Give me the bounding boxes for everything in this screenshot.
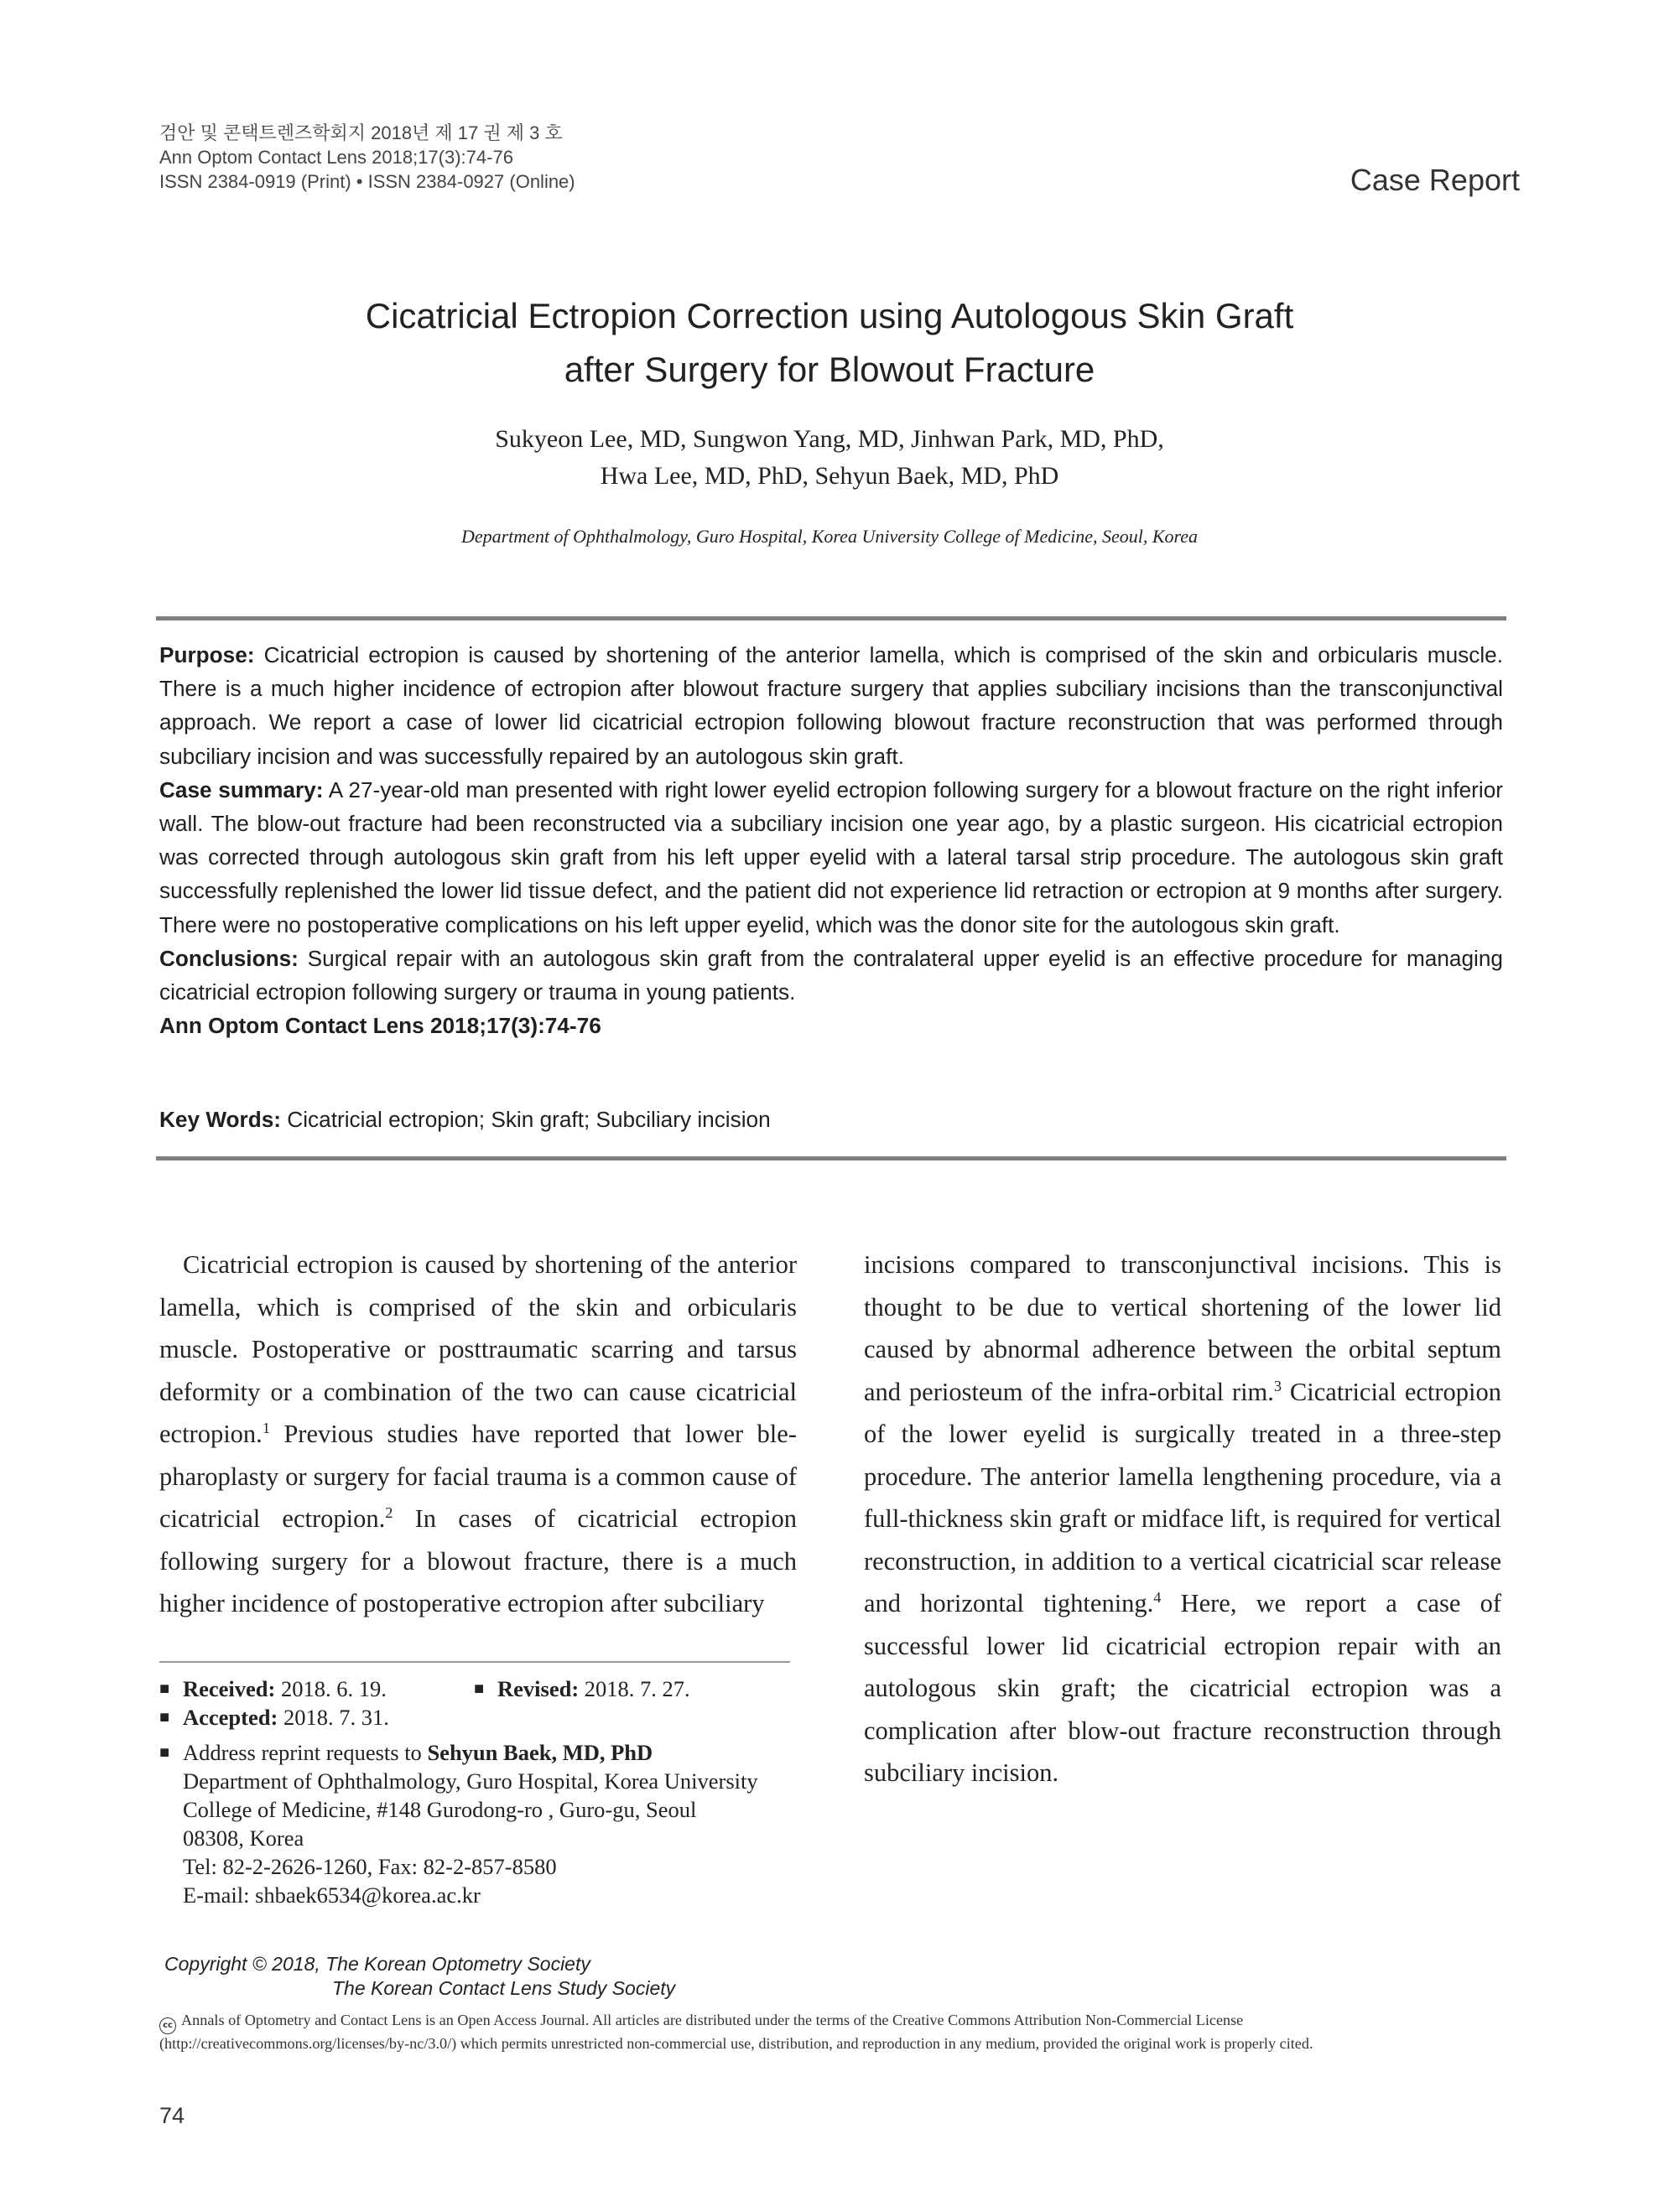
abstract-top-rule — [156, 616, 1506, 621]
license-line-2: (http://creativecommons.org/licenses/by-nc/3.0/) which permits unrestricted non-commercial use, distribution, and reproduction in any medium, provided the original work is properly cited. — [159, 2035, 1313, 2052]
copyright-line-2: The Korean Contact Lens Study Society — [332, 1977, 676, 1999]
body-text: In cases of cicatricial ectropion following surgery for a blowout fracture, there is a much higher incidence of postoperative ectropion after subciliary — [159, 1504, 797, 1617]
correspondence-address — [159, 1738, 797, 1909]
journal-korean-name: 검안 및 콘택트렌즈학회지 2018년 제 17 권 제 3 호 — [159, 122, 563, 143]
title-line-1: Cicatricial Ectropion Correction using Autologous Skin Graft — [365, 296, 1294, 335]
received-value: 2018. 6. 19. — [275, 1676, 387, 1701]
article-type-label: Case Report — [1350, 163, 1520, 197]
reference-marker: 2 — [385, 1503, 393, 1521]
bullet-icon: ■ — [159, 1743, 170, 1762]
bullet-icon: ■ — [159, 1708, 170, 1727]
journal-citation: Ann Optom Contact Lens 2018;17(3):74-76 — [159, 147, 513, 168]
authors-line-2: Hwa Lee, MD, PhD, Sehyun Baek, MD, PhD — [600, 462, 1059, 490]
received-date — [159, 1675, 387, 1703]
keywords — [159, 1107, 771, 1133]
body-paragraph — [864, 1244, 1501, 1794]
authors-line-1: Sukyeon Lee, MD, Sungwon Yang, MD, Jinhwan Park, MD, PhD, — [495, 425, 1164, 453]
address-prefix: Address reprint requests to — [183, 1740, 428, 1765]
reference-marker: 3 — [1273, 1377, 1282, 1394]
license-notice — [159, 2011, 1503, 2053]
body-text: Here, we report a case of successful lower lid cicatricial ectropion repair with an autologous skin graft; the cicatricial ectropion was a complication after blow-out fracture reconstruction through subciliary incision. — [864, 1589, 1502, 1787]
page-number: 74 — [159, 2103, 185, 2128]
case-summary-text: A 27-year-old man presented with right lower eyelid ectropion following surgery for a blowout fracture on the right inferior wall. The blow-out fracture had been reconstructed via a subciliary incision one year ago, by a plastic surgeon. His cicatricial ectropion was corrected through autologous skin graft from his left upper eyelid with a lateral tarsal strip procedure. The autologous skin graft successfully replenished the lower lid tissue defect, and the patient did not experience lid retraction or ectropion at 9 months after surgery. There were no postoperative complications on his left upper eyelid, which was the donor site for the autologous skin graft. — [159, 776, 1504, 937]
accepted-label: Accepted: — [183, 1705, 278, 1730]
purpose-text: Cicatricial ectropion is caused by shortening of the anterior lamella, which is comprised of the skin and orbicularis muscle. There is a much higher incidence of ectropion after blowout fracture surgery that applies subciliary incisions than the transconjunctival approach. We report a case of lower lid cicatricial ectropion following blowout fracture reconstruction that was performed through subciliary incision and was successfully repaired by an autologous skin graft. — [159, 642, 1503, 769]
abstract-case-summary — [159, 773, 1503, 942]
corresponding-author: Sehyun Baek, MD, PhD — [427, 1740, 653, 1765]
revised-label: Revised: — [497, 1676, 580, 1701]
accepted-value: 2018. 7. 31. — [278, 1705, 389, 1730]
footnote-rule — [159, 1661, 790, 1663]
abstract — [159, 638, 1503, 1042]
article-dates — [159, 1675, 797, 1732]
title-line-2: after Surgery for Blowout Fracture — [564, 350, 1095, 389]
copyright-line-1: Copyright © 2018, The Korean Optometry Society — [164, 1953, 590, 1975]
body-text: Cicatricial ectropion is caused by shortening of the anterior lamella, which is comprised of the skin and orbicularis muscle. Postoperative or posttraumatic scarring and tarsus deformity or a combination of the two can cause cicatricial ectropion. — [159, 1250, 797, 1448]
journal-issn: ISSN 2384-0919 (Print) • ISSN 2384-0927 (Online) — [159, 171, 575, 192]
contact-email: E-mail: shbaek6534@korea.ac.kr — [183, 1882, 481, 1908]
body-text: Previous studies have reported that lower blepharoplasty or surgery for facial trauma is a common cause of cicatricial ectropion. — [159, 1420, 797, 1533]
body-text: Cicatricial ectropion of the lower eyelid is surgically treated in a three-step procedure. The anterior lamella lengthening procedure, via a full-thickness skin graft or midface lift, is required for vertical reconstruction, in addition to a vertical cicatricial scar release and horizontal tightening. — [864, 1377, 1502, 1617]
abstract-purpose — [159, 638, 1503, 773]
accepted-date — [159, 1703, 389, 1732]
received-label: Received: — [183, 1676, 276, 1701]
reference-marker: 1 — [262, 1419, 270, 1436]
keywords-text: Cicatricial ectropion; Skin graft; Subciliary incision — [281, 1107, 771, 1132]
citation-text: Ann Optom Contact Lens 2018;17(3):74-76 — [159, 1013, 601, 1039]
abstract-conclusions — [159, 942, 1503, 1009]
address-line: 08308, Korea — [183, 1825, 304, 1851]
copyright — [164, 1952, 675, 2001]
bullet-icon: ■ — [159, 1680, 170, 1698]
creative-commons-icon: cc — [159, 2017, 176, 2034]
license-line-1: Annals of Optometry and Contact Lens is an Open Access Journal. All articles are distributed under the terms of the Creative Commons Attribution Non-Commercial License — [181, 2012, 1244, 2028]
body-text: incisions compared to transconjunctival incisions. This is thought to be due to vertical shortening of the lower lid caused by abnormal adherence between the orbital septum and periosteum of the infra-orbital rim. — [864, 1250, 1501, 1406]
purpose-label: Purpose: — [159, 642, 255, 667]
body-paragraph — [159, 1244, 797, 1625]
address-line: College of Medicine, #148 Gurodong-ro , Guro-gu, Seoul — [183, 1797, 697, 1822]
abstract-citation — [159, 1009, 1503, 1042]
footnotes — [159, 1675, 797, 1909]
conclusions-text: Surgical repair with an autologous skin graft from the contralateral upper eyelid is an effective procedure for managing cicatricial ectropion following surgery or trauma in young patients. — [159, 945, 1503, 1005]
reference-marker: 4 — [1153, 1588, 1162, 1606]
authors — [252, 421, 1407, 495]
journal-info — [159, 121, 575, 194]
keywords-label: Key Words: — [159, 1107, 282, 1132]
conclusions-label: Conclusions: — [159, 945, 299, 971]
bullet-icon: ■ — [474, 1680, 485, 1698]
address-line: Department of Ophthalmology, Guro Hospital, Korea University — [183, 1768, 758, 1794]
body-column-right — [864, 1244, 1501, 1794]
revised-value: 2018. 7. 27. — [579, 1676, 690, 1701]
abstract-bottom-rule — [156, 1156, 1506, 1161]
body-column-left — [159, 1244, 797, 1625]
article-title — [252, 289, 1407, 397]
case-summary-label: Case summary: — [159, 776, 324, 802]
revised-date — [474, 1675, 690, 1703]
contact-phone: Tel: 82-2-2626-1260, Fax: 82-2-857-8580 — [183, 1854, 557, 1879]
affiliation: Department of Ophthalmology, Guro Hospital, Korea University College of Medicine, Seoul, Korea — [460, 526, 1199, 547]
